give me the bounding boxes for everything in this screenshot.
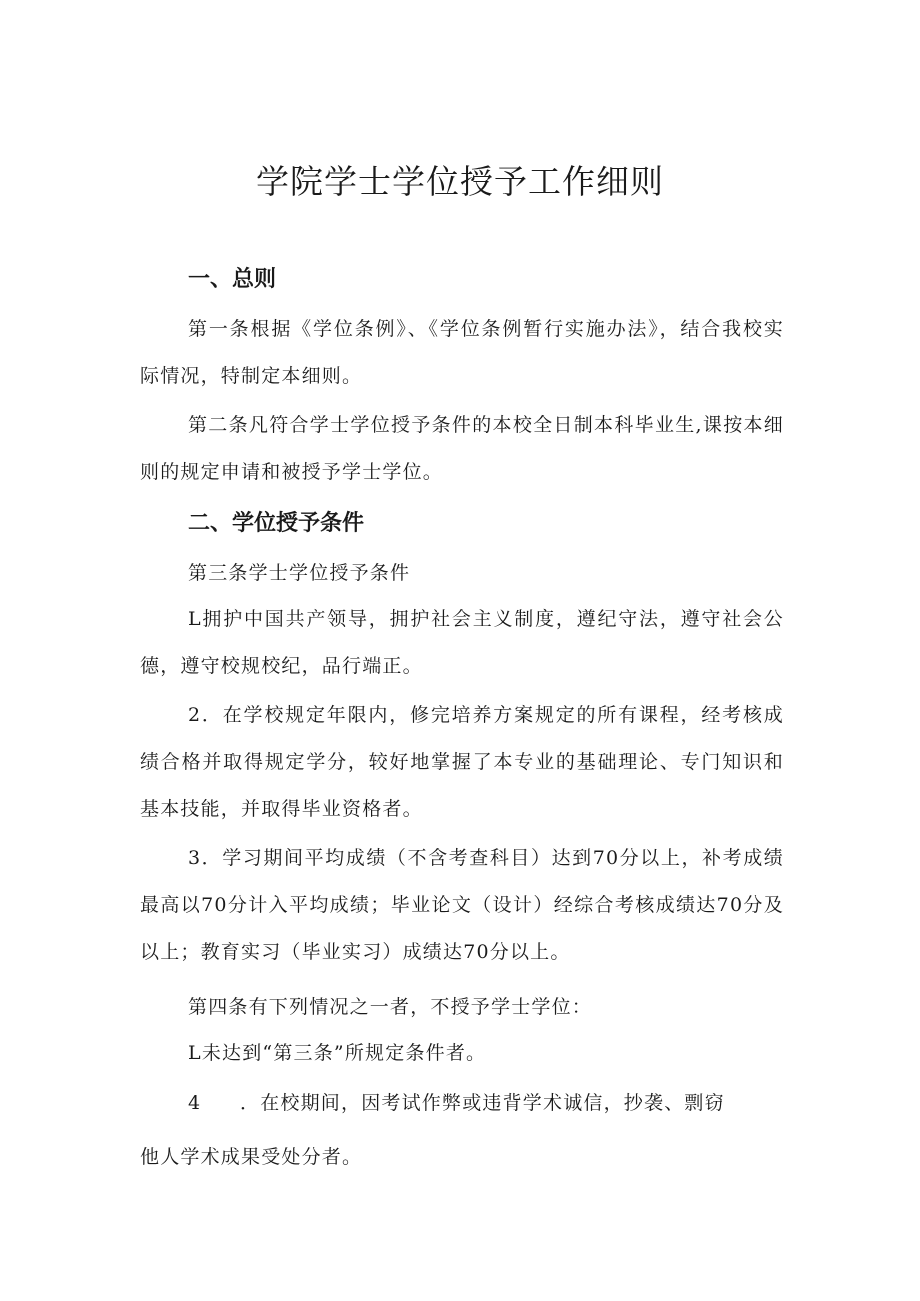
article-4-item-2-number: 4 — [188, 1092, 202, 1114]
article-4: 第四条有下列情况之一者，不授予学士学位： — [188, 996, 593, 1018]
article-4-item-2-text: ．在校期间，因考试作弊或违背学术诚信，抄袭、剽窃 — [240, 1092, 725, 1114]
section-heading-general: 一、总则 — [188, 267, 277, 292]
article-2: 第二条凡符合学士学位授予条件的本校全日制本科毕业生,课按本细则的规定申请和被授予学士学位。 — [140, 414, 784, 483]
condition-item-3: 3．学习期间平均成绩（不含考查科目）达到70分以上，补考成绩最高以70分计入平均成绩；毕业论文（设计）经综合考核成绩达70分及以上；教育实习（毕业实习）成绩达70分以上。 — [140, 847, 784, 963]
condition-item-1: L拥护中国共产领导，拥护社会主义制度，遵纪守法，遵守社会公德，遵守校规校纪，品行端正。 — [140, 608, 784, 677]
document-title: 学院学士学位授予工作细则 — [256, 162, 664, 201]
article-4-item-1: L未达到“第三条”所规定条件者。 — [188, 1042, 487, 1064]
article-4-item-2-line-2: 他人学术成果受处分者。 — [140, 1146, 363, 1168]
section-heading-conditions: 二、学位授予条件 — [188, 511, 365, 536]
article-4-item-2-line-1 — [188, 1080, 725, 1127]
article-1: 第一条根据《学位条例》、《学位条例暂行实施办法》，结合我校实际情况，特制定本细则。 — [140, 318, 784, 387]
article-3-title: 第三条学士学位授予条件 — [188, 562, 411, 584]
condition-item-2: 2．在学校规定年限内，修完培养方案规定的所有课程，经考核成绩合格并取得规定学分，较好地掌握了本专业的基础理论、专门知识和基本技能，并取得毕业资格者。 — [140, 704, 784, 820]
